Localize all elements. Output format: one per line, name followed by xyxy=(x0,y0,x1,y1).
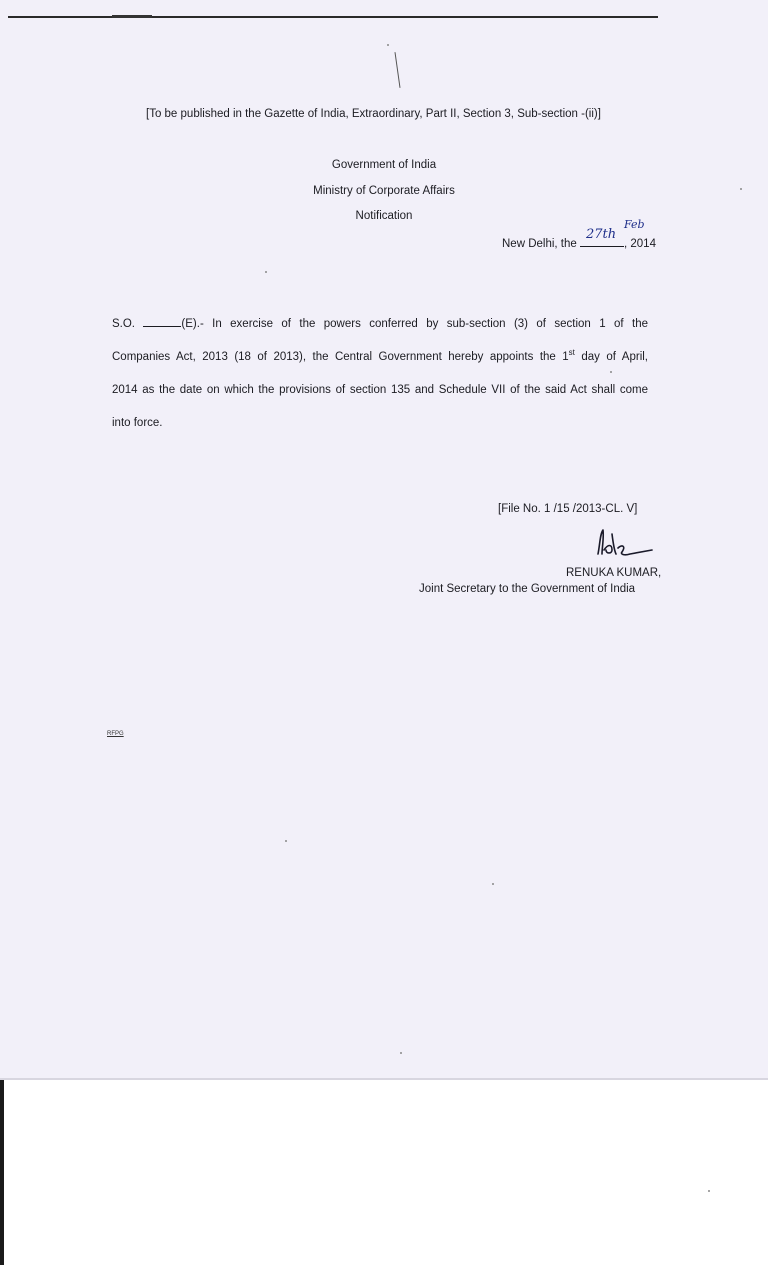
scan-artifact-dot xyxy=(610,371,612,373)
scan-margin xyxy=(0,1080,768,1265)
body-line-2 xyxy=(112,350,648,364)
signatory-title: Joint Secretary to the Government of India xyxy=(419,583,636,595)
scan-artifact-dot xyxy=(265,271,267,273)
body-line-3: 2014 as the date on which the provisions of section 135 and Schedule VII of the said Act shall come xyxy=(112,384,648,396)
top-rule-mark xyxy=(112,15,152,18)
marginal-note: RFPG xyxy=(107,731,124,737)
gazette-header: [To be published in the Gazette of India, Extraordinary, Part II, Section 3, Sub-section -(ii)] xyxy=(146,108,601,120)
body-line-1-text: (E).- In exercise of the powers conferred by sub-section (3) of section 1 of the xyxy=(181,318,648,330)
scan-artifact-dot xyxy=(387,44,389,46)
so-number-blank xyxy=(143,316,181,327)
file-number: [File No. 1 /15 /2013-CL. V] xyxy=(498,503,638,515)
handwritten-month: Feb xyxy=(624,218,645,231)
government-title: Government of India xyxy=(331,159,437,171)
date-year: , 2014 xyxy=(624,238,656,250)
handwritten-day: 27th xyxy=(586,227,617,242)
date-line xyxy=(502,236,656,251)
signatory-name: RENUKA KUMAR, xyxy=(566,567,662,579)
signature-image xyxy=(590,526,660,560)
so-label: S.O. xyxy=(112,318,136,330)
body-line-2-text: Companies Act, 2013 (18 of 2013), the Central Government hereby appoints the 1 xyxy=(112,351,569,363)
scan-artifact-dot xyxy=(708,1190,710,1192)
scan-edge-bar xyxy=(0,1080,4,1265)
body-line-1 xyxy=(112,316,648,331)
date-prefix: New Delhi, the xyxy=(502,238,577,250)
body-line-4: into force. xyxy=(112,417,163,429)
scan-artifact-dot xyxy=(492,883,494,885)
top-rule xyxy=(8,16,658,18)
ministry-title: Ministry of Corporate Affairs xyxy=(313,185,455,197)
scan-artifact-dot xyxy=(400,1052,402,1054)
ordinal-suffix: st xyxy=(568,348,575,358)
notification-title: Notification xyxy=(355,210,413,222)
body-line-2-end: day of April, xyxy=(574,351,648,363)
scan-artifact-dot xyxy=(285,840,287,842)
